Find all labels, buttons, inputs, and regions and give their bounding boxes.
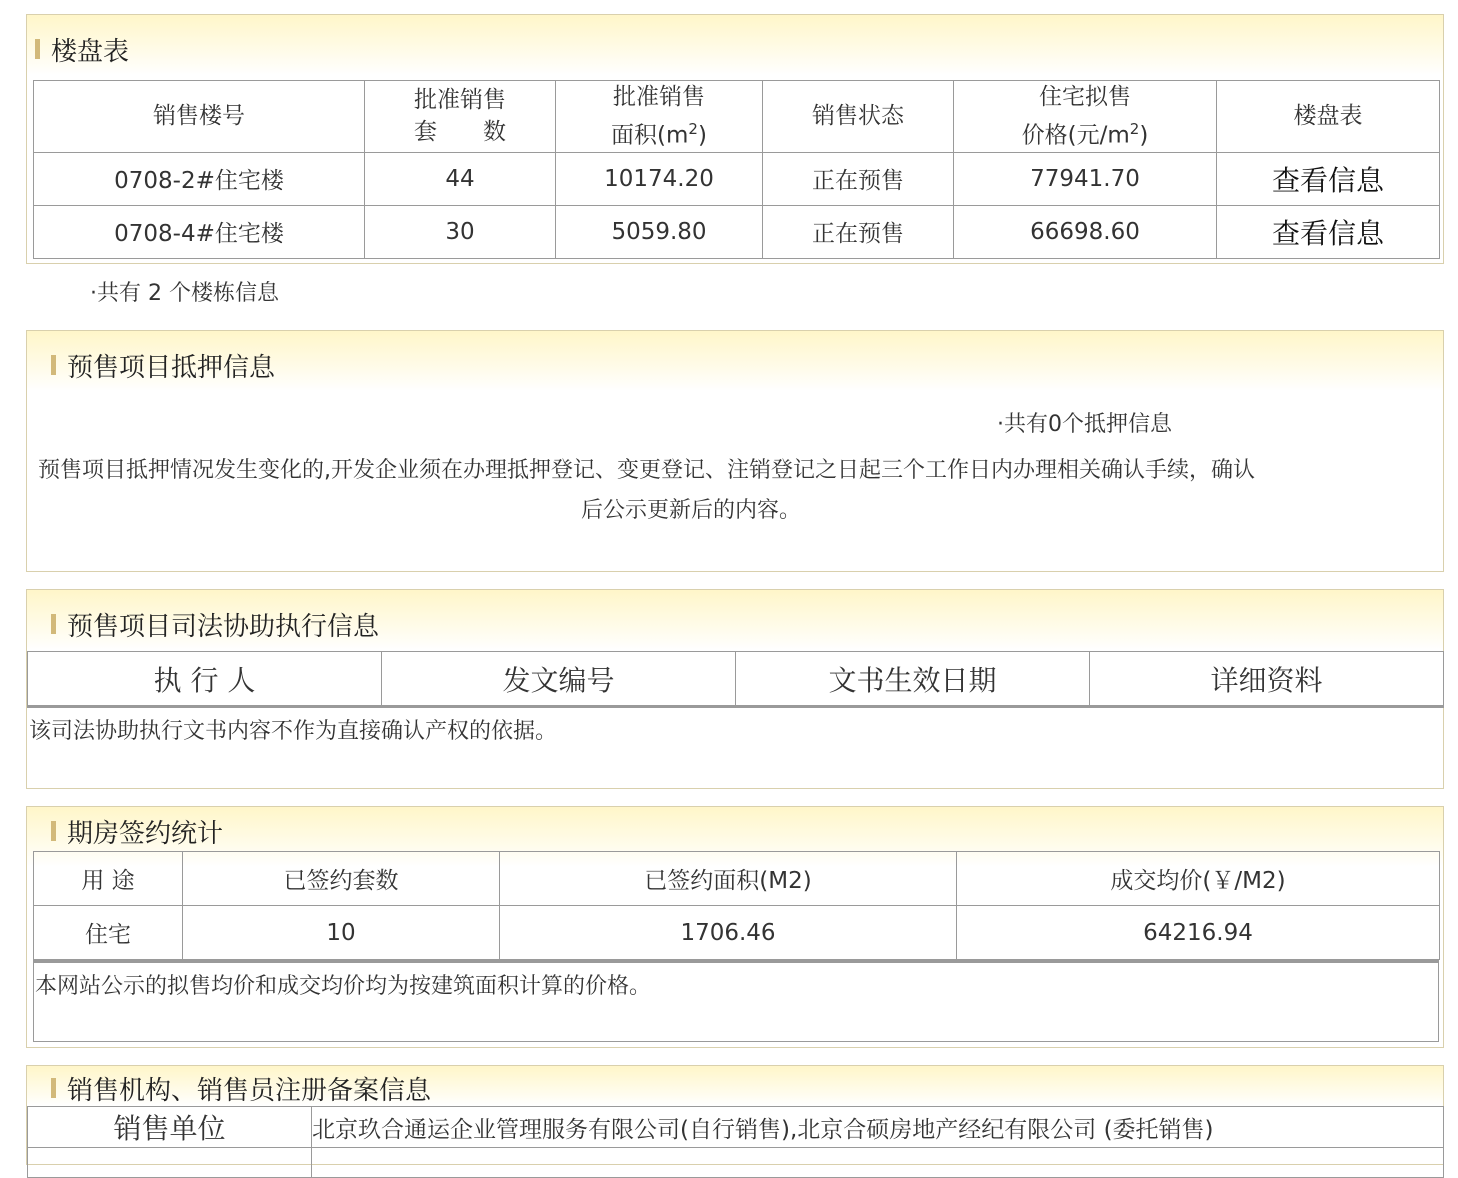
accent-bar-icon <box>51 614 56 634</box>
building-table-header <box>27 15 1443 75</box>
header-units <box>365 81 556 153</box>
header-area-unit: 面积(m <box>611 122 689 149</box>
cell-status: 正在预售 <box>763 152 954 205</box>
cell-signed-area: 1706.46 <box>500 906 957 960</box>
contract-stats-table <box>33 851 1440 960</box>
header-signed-count: 已签约套数 <box>183 852 500 906</box>
header-building-table: 楼盘表 <box>1217 81 1440 153</box>
building-count-summary: ·共有 2 个楼栋信息 <box>90 281 279 306</box>
header-status: 销售状态 <box>763 81 954 153</box>
cell-area: 10174.20 <box>556 152 763 205</box>
header-signed-area: 已签约面积(M2) <box>500 852 957 906</box>
contract-stats-title: 期房签约统计 <box>67 819 224 849</box>
contract-note-box <box>33 960 1439 1042</box>
header-area-line2 <box>556 113 762 152</box>
judicial-header <box>27 590 1443 650</box>
mortgage-count: ·共有0个抵押信息 <box>997 412 1172 437</box>
cell-building: 0708-4#住宅楼 <box>34 205 365 258</box>
view-info-link[interactable]: 查看信息 <box>1271 216 1384 250</box>
header-area <box>556 81 763 153</box>
header-area-sup: 2 <box>688 120 698 138</box>
header-avg-price: 成交均价(￥/M2) <box>957 852 1440 906</box>
cell-link <box>1217 205 1440 258</box>
agency-table <box>27 1106 1444 1178</box>
cell-use: 住宅 <box>34 906 183 960</box>
table-row <box>28 1107 1444 1148</box>
table-header-row <box>28 652 1444 707</box>
cell-price: 66698.60 <box>954 205 1217 258</box>
table-row <box>34 152 1440 205</box>
empty-cell <box>28 1148 312 1178</box>
header-price-tail: ) <box>1139 122 1149 149</box>
cell-units: 44 <box>365 152 556 205</box>
header-price-unit: 价格(元/m <box>1021 122 1130 149</box>
cell-link <box>1217 152 1440 205</box>
header-effective-date: 文书生效日期 <box>736 652 1090 707</box>
cell-area: 5059.80 <box>556 205 763 258</box>
header-building: 销售楼号 <box>34 81 365 153</box>
judicial-note: 该司法协助执行文书内容不作为直接确认产权的依据。 <box>29 719 558 744</box>
header-price-line2 <box>954 113 1216 152</box>
building-table <box>33 80 1440 259</box>
agency-panel <box>26 1065 1444 1165</box>
contract-stats-panel <box>26 806 1444 1048</box>
accent-bar-icon <box>35 39 40 59</box>
header-area-line1: 批准销售 <box>613 84 705 110</box>
judicial-title: 预售项目司法协助执行信息 <box>67 612 380 642</box>
cell-signed-count: 10 <box>183 906 500 960</box>
table-header-row <box>34 852 1440 906</box>
header-price-line1: 住宅拟售 <box>1039 84 1131 110</box>
accent-bar-icon <box>51 821 56 841</box>
agency-label: 销售单位 <box>28 1107 312 1148</box>
contract-stats-note: 本网站公示的拟售均价和成交均价均为按建筑面积计算的价格。 <box>35 974 652 999</box>
header-price-sup: 2 <box>1129 120 1140 138</box>
cell-avg-price: 64216.94 <box>957 906 1440 960</box>
empty-cell <box>312 1148 1444 1178</box>
judicial-panel <box>26 589 1444 789</box>
header-units-line2: 套 数 <box>414 119 506 146</box>
table-row <box>34 906 1440 960</box>
mortgage-header <box>27 331 1443 391</box>
mortgage-title: 预售项目抵押信息 <box>67 353 276 383</box>
cell-status: 正在预售 <box>763 205 954 258</box>
header-area-tail: ) <box>697 122 707 149</box>
building-table-panel <box>26 14 1444 264</box>
agency-title: 销售机构、销售员注册备案信息 <box>67 1076 432 1106</box>
building-table-title: 楼盘表 <box>51 37 130 67</box>
table-row <box>28 1148 1444 1178</box>
header-use: 用 途 <box>34 852 183 906</box>
cell-price: 77941.70 <box>954 152 1217 205</box>
judicial-table <box>27 651 1444 708</box>
mortgage-notice-line2: 后公示更新后的内容。 <box>581 498 802 523</box>
accent-bar-icon <box>51 355 56 375</box>
mortgage-panel <box>26 330 1444 572</box>
header-units-line1: 批准销售 <box>414 87 506 114</box>
header-document-number: 发文编号 <box>382 652 736 707</box>
cell-building: 0708-2#住宅楼 <box>34 152 365 205</box>
agency-value: 北京玖合通运企业管理服务有限公司(自行销售),北京合硕房地产经纪有限公司 (委托销售) <box>312 1107 1444 1148</box>
table-row <box>34 205 1440 258</box>
agency-header <box>27 1066 1443 1106</box>
header-price <box>954 81 1217 153</box>
header-details: 详细资料 <box>1090 652 1444 707</box>
table-header-row <box>34 81 1440 153</box>
accent-bar-icon <box>51 1078 56 1098</box>
mortgage-notice-line1: 预售项目抵押情况发生变化的,开发企业须在办理抵押登记、变更登记、注销登记之日起三个工作日内办理相关确认手续，确认 <box>38 458 1255 483</box>
view-info-link[interactable]: 查看信息 <box>1271 163 1384 197</box>
cell-units: 30 <box>365 205 556 258</box>
header-executor: 执 行 人 <box>28 652 382 707</box>
